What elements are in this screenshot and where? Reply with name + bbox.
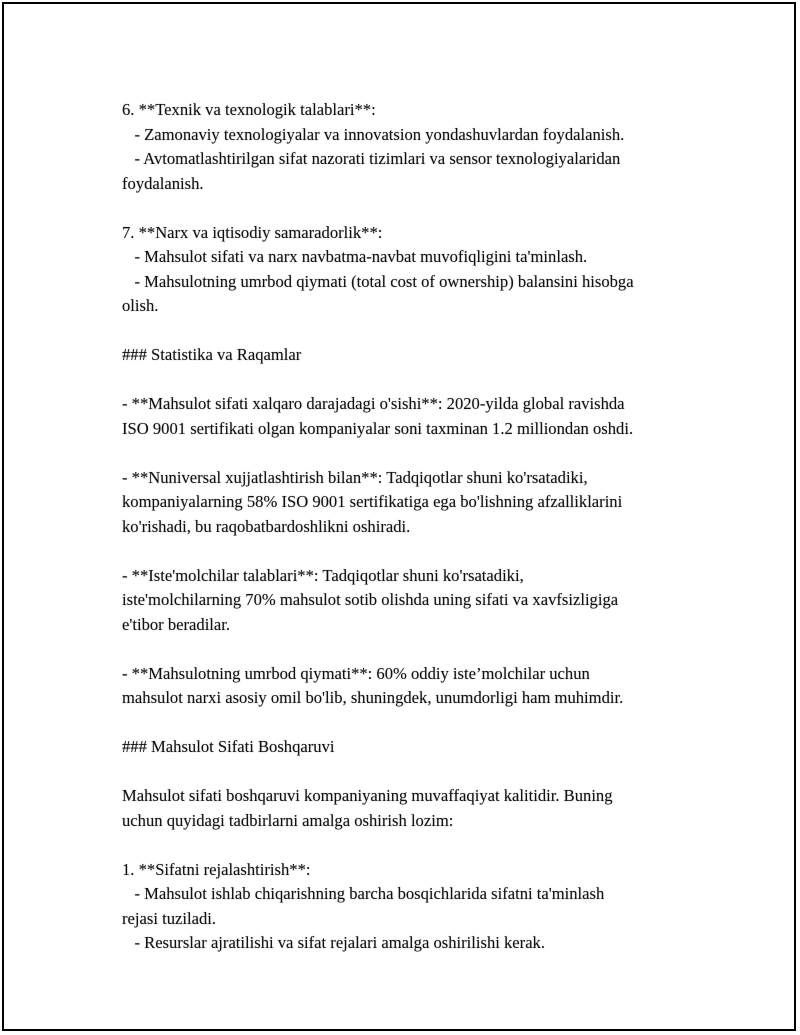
text-line: uchun quyidagi tadbirlarni amalga oshirish lozim: bbox=[122, 810, 454, 830]
text-line: Mahsulot sifati boshqaruvi kompaniyaning muvaffaqiyat kalitidir. Buning bbox=[122, 786, 613, 805]
text-line: - **Nuniversal xujjatlashtirish bilan**: Tadqiqotlar shuni ko'rsatadiki, bbox=[122, 467, 588, 487]
text-line: ko'rishadi, bu raqobatbardoshlikni oshiradi. bbox=[122, 516, 411, 536]
page-frame bbox=[2, 2, 796, 1031]
text-line: - **Mahsulotning umrbod qiymati**: 60% oddiy iste’molchilar uchun bbox=[122, 663, 590, 683]
text-line: mahsulot narxi asosiy omil bo'lib, shuningdek, unumdorligi ham muhimdir. bbox=[122, 688, 624, 707]
text-line: - Resurslar ajratilishi va sifat rejalari amalga oshirilishi kerak. bbox=[122, 933, 546, 952]
text-line: - **Mahsulot sifati xalqaro darajadagi o'sishi**: 2020-yilda global ravishda bbox=[122, 394, 625, 413]
blank-line bbox=[122, 196, 702, 221]
text-line: olish. bbox=[122, 296, 159, 315]
text-line: - Mahsulot sifati va narx navbatma-navbat muvofiqligini ta'minlash. bbox=[122, 247, 588, 266]
text-line: - Mahsulotning umrbod qiymati (total cost of ownership) balansini hisobga bbox=[122, 271, 634, 291]
text-line: rejasi tuziladi. bbox=[122, 908, 216, 928]
blank-line bbox=[122, 637, 702, 662]
section-heading: ### Mahsulot Sifati Boshqaruvi bbox=[122, 737, 335, 756]
blank-line bbox=[122, 441, 702, 466]
document-body bbox=[122, 98, 702, 956]
text-line: - Avtomatlashtirilgan sifat nazorati tizimlari va sensor texnologiyalaridan bbox=[122, 149, 621, 168]
text-line: - **Iste'molchilar talablari**: Tadqiqotlar shuni ko'rsatadiki, bbox=[122, 565, 524, 585]
text-line: 7. **Narx va iqtisodiy samaradorlik**: bbox=[122, 222, 383, 242]
blank-line bbox=[122, 539, 702, 564]
text-line: iste'molchilarning 70% mahsulot sotib olishda uning sifati va xavfsizligiga bbox=[122, 590, 619, 609]
text-line: - Zamonaviy texnologiyalar va innovatsion yondashuvlardan foydalanish. bbox=[122, 124, 625, 144]
text-line: 1. **Sifatni rejalashtirish**: bbox=[122, 859, 311, 879]
blank-line bbox=[122, 368, 702, 393]
section-heading: ### Statistika va Raqamlar bbox=[122, 345, 302, 364]
text-line: e'tibor beradilar. bbox=[122, 614, 231, 634]
blank-line bbox=[122, 711, 702, 736]
blank-line bbox=[122, 833, 702, 858]
blank-line bbox=[122, 760, 702, 785]
text-line: - Mahsulot ishlab chiqarishning barcha bosqichlarida sifatni ta'minlash bbox=[122, 884, 605, 903]
text-line: kompaniyalarning 58% ISO 9001 sertifikatiga ega bo'lishning afzalliklarini bbox=[122, 492, 623, 511]
text-line: 6. **Texnik va texnologik talablari**: bbox=[122, 100, 376, 119]
text-line: ISO 9001 sertifikati olgan kompaniyalar soni taxminan 1.2 milliondan oshdi. bbox=[122, 418, 634, 438]
blank-line bbox=[122, 319, 702, 344]
text-line: foydalanish. bbox=[122, 173, 204, 193]
